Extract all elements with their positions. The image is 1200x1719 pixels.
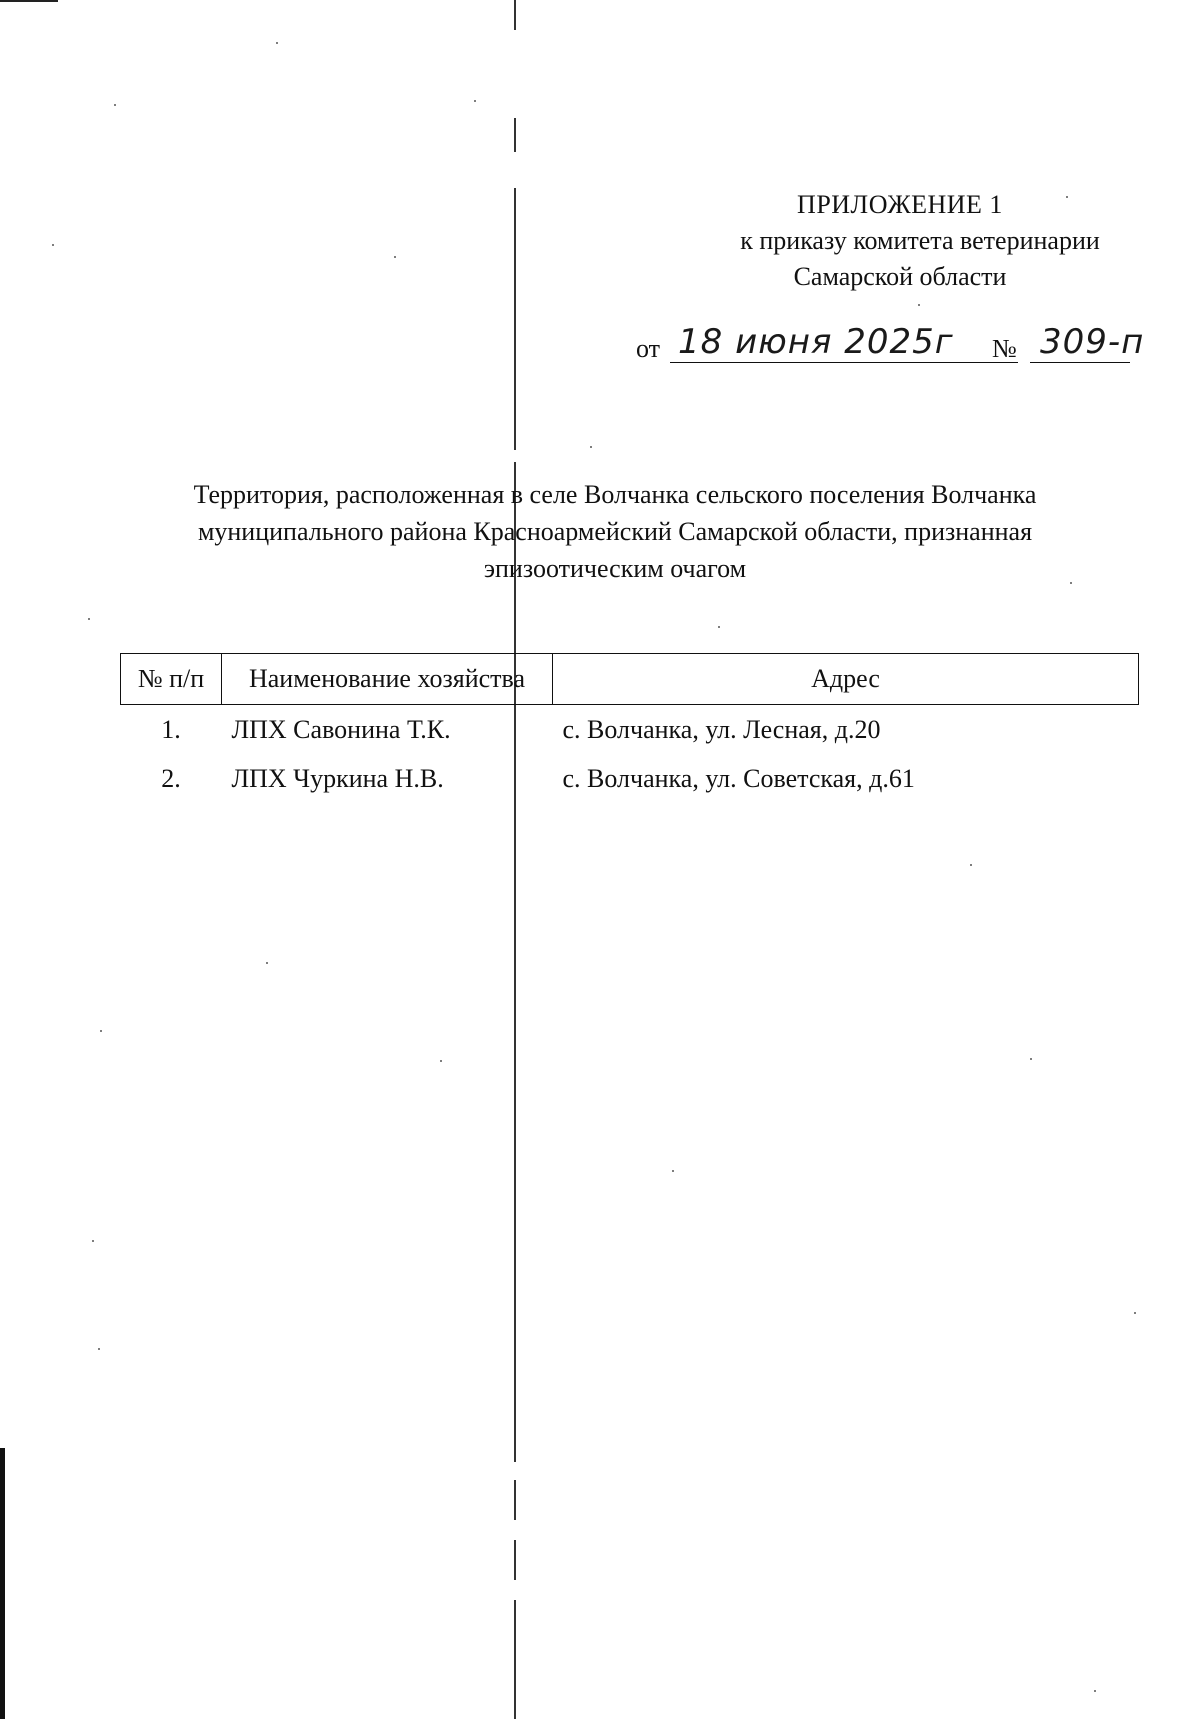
- order-from-label: от: [636, 334, 661, 363]
- column-header-name: Наименование хозяйства: [222, 654, 553, 705]
- fold-line: [514, 1480, 516, 1520]
- heading-line: Территория, расположенная в селе Волчанка сельского поселения Волчанка: [193, 480, 1037, 509]
- scan-speck: [590, 446, 592, 448]
- column-header-address: Адрес: [553, 654, 1139, 705]
- scan-speck: [100, 1030, 102, 1032]
- fold-line: [514, 462, 516, 1462]
- row-number: 1.: [161, 714, 181, 744]
- row-number: 2.: [161, 763, 181, 793]
- scan-speck: [718, 626, 720, 628]
- table-header-row: [121, 654, 1139, 705]
- heading-line: муниципального района Красноармейский Самарской области, признанная: [197, 517, 1033, 546]
- appendix-region: Самарской области: [793, 262, 1007, 291]
- scan-speck: [440, 1060, 442, 1062]
- order-date-handwritten: 18 июня 2025г: [678, 322, 954, 362]
- scan-speck: [266, 962, 268, 964]
- scan-edge-bar: [0, 1448, 5, 1719]
- document-heading: [150, 476, 1080, 587]
- scan-speck: [672, 1170, 674, 1172]
- fold-line: [514, 188, 516, 450]
- scan-speck: [52, 244, 54, 246]
- scan-speck: [394, 256, 396, 258]
- scan-speck: [114, 104, 116, 106]
- scan-speck: [98, 1348, 100, 1350]
- scan-speck: [276, 42, 278, 44]
- scan-speck: [918, 304, 920, 306]
- scan-speck: [970, 864, 972, 866]
- farm-address: с. Волчанка, ул. Советская, д.61: [562, 763, 915, 793]
- table-row: [121, 754, 1139, 803]
- scan-speck: [474, 100, 476, 102]
- order-number-field: [1030, 322, 1145, 363]
- farm-name: ЛПХ Чуркина Н.В.: [231, 763, 444, 793]
- order-details: [636, 322, 1156, 370]
- scan-speck: [1030, 1058, 1032, 1060]
- table-row: [121, 705, 1139, 755]
- scan-speck: [1134, 1312, 1136, 1314]
- order-date-field: [670, 322, 1018, 363]
- fold-line: [514, 118, 516, 152]
- scan-speck: [92, 1240, 94, 1242]
- farm-name: ЛПХ Савонина Т.К.: [231, 714, 451, 744]
- fold-line: [514, 1600, 516, 1719]
- heading-line: эпизоотическим очагом: [483, 554, 747, 583]
- appendix-reference: к приказу комитета ветеринарии: [740, 226, 1100, 255]
- scan-speck: [88, 618, 90, 620]
- column-header-number: № п/п: [121, 654, 222, 705]
- order-number-handwritten: 309-п: [1040, 322, 1145, 362]
- fold-line: [514, 0, 516, 30]
- farm-address: с. Волчанка, ул. Лесная, д.20: [562, 714, 881, 744]
- scan-edge-mark: [0, 0, 58, 2]
- order-number-label: №: [992, 334, 1017, 363]
- appendix-title: ПРИЛОЖЕНИЕ 1: [797, 190, 1003, 219]
- fold-line: [514, 1540, 516, 1580]
- farms-table: [120, 653, 1139, 803]
- scan-speck: [1094, 1690, 1096, 1692]
